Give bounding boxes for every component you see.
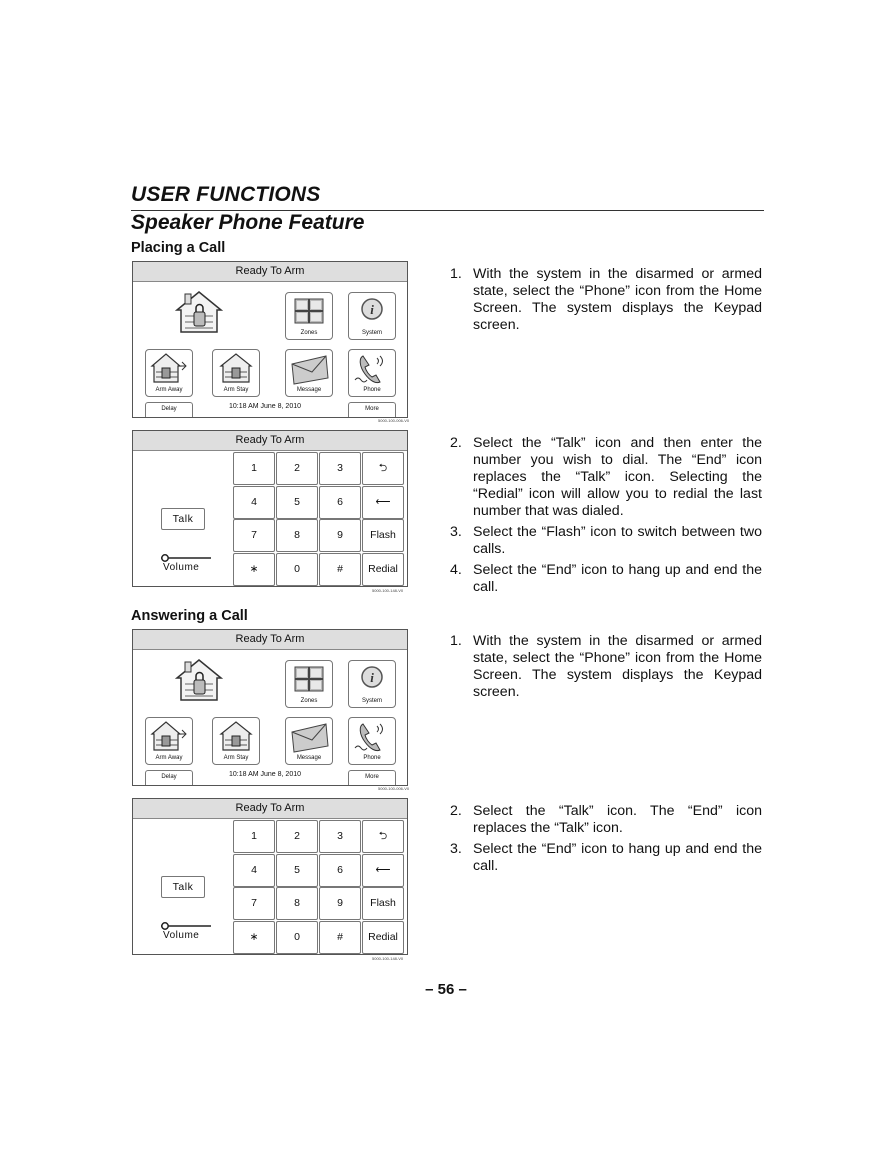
key-0[interactable]: 1 xyxy=(233,820,275,853)
step-number: 4. xyxy=(450,562,462,578)
key-1[interactable]: 2 xyxy=(276,820,318,853)
message-label: Message xyxy=(296,755,322,761)
delay-button[interactable]: Delay xyxy=(145,770,193,785)
step-text: Select the “End” icon to hang up and end the call. xyxy=(473,841,762,874)
phone-icon xyxy=(349,350,395,386)
envelope-icon xyxy=(286,350,332,386)
system-button[interactable] xyxy=(348,292,396,340)
steps-placing-b xyxy=(448,435,762,600)
phone-button[interactable] xyxy=(348,349,396,397)
step-text: Select the “Talk” icon and then enter the number you wish to dial. The “End” icon replaces the “Talk” icon. Selecting the “Redial” icon will allow you to redial the last number that was dialed. xyxy=(473,435,762,519)
info-icon xyxy=(349,293,395,329)
key-4[interactable]: 4 xyxy=(233,854,275,887)
key-12[interactable]: ∗ xyxy=(233,553,275,586)
envelope-icon xyxy=(286,718,332,754)
info-icon xyxy=(349,661,395,697)
key-5[interactable]: 5 xyxy=(276,486,318,519)
arm-stay-button[interactable] xyxy=(212,717,260,765)
step-number: 3. xyxy=(450,524,462,540)
more-button[interactable]: More xyxy=(348,770,396,785)
status-bar: Ready To Arm xyxy=(133,262,407,282)
step-text: Select the “Flash” icon to switch between two calls. xyxy=(473,524,762,557)
page-title: Speaker Phone Feature xyxy=(131,211,365,234)
step-number: 1. xyxy=(450,633,462,649)
svg-text:i: i xyxy=(370,302,374,317)
arm-stay-icon xyxy=(213,718,259,754)
step-number: 3. xyxy=(450,841,462,857)
step-item xyxy=(448,803,762,837)
arm-away-icon xyxy=(146,718,192,754)
datetime: 10:18 AM June 8, 2010 xyxy=(229,771,301,778)
key-6[interactable]: 6 xyxy=(319,854,361,887)
key-3[interactable]: ⮌ xyxy=(362,820,404,853)
arm-away-label: Arm Away xyxy=(155,755,183,761)
house-icon xyxy=(175,290,223,334)
arm-away-icon xyxy=(146,350,192,386)
key-4[interactable]: 4 xyxy=(233,486,275,519)
step-text: With the system in the disarmed or armed state, select the “Phone” icon from the Home Screen. The system displays the Keypad screen. xyxy=(473,633,762,700)
step-number: 2. xyxy=(450,803,462,819)
key-10[interactable]: 9 xyxy=(319,887,361,920)
zones-label: Zones xyxy=(300,698,318,704)
phone-label: Phone xyxy=(363,755,381,761)
key-14[interactable]: # xyxy=(319,921,361,954)
key-5[interactable]: 5 xyxy=(276,854,318,887)
volume-label: Volume xyxy=(163,930,200,941)
key-1[interactable]: 2 xyxy=(276,452,318,485)
phone-label: Phone xyxy=(363,387,381,393)
zones-label: Zones xyxy=(300,330,318,336)
arm-stay-label: Arm Stay xyxy=(223,387,249,393)
message-button[interactable] xyxy=(285,717,333,765)
zones-button[interactable] xyxy=(285,292,333,340)
arm-away-label: Arm Away xyxy=(155,387,183,393)
system-label: System xyxy=(361,330,382,336)
step-text: With the system in the disarmed or armed state, select the “Phone” icon from the Home Screen. The system displays the Keypad screen. xyxy=(473,266,762,333)
key-7[interactable]: ⟵ xyxy=(362,486,404,519)
arm-away-button[interactable] xyxy=(145,717,193,765)
arm-away-button[interactable] xyxy=(145,349,193,397)
key-12[interactable]: ∗ xyxy=(233,921,275,954)
home-screen-placing xyxy=(132,261,408,418)
step-item xyxy=(448,841,762,875)
answering-heading: Answering a Call xyxy=(131,608,248,624)
page-number: – 56 – xyxy=(425,981,467,998)
steps-answering-b xyxy=(448,803,762,879)
step-item xyxy=(448,266,762,334)
keypad-screen-placing xyxy=(132,430,408,587)
step-number: 2. xyxy=(450,435,462,451)
zones-button[interactable] xyxy=(285,660,333,708)
step-text: Select the “End” icon to hang up and end the call. xyxy=(473,562,762,595)
key-15[interactable]: Redial xyxy=(362,553,404,586)
figure-code: 5000-100-006-V0 xyxy=(378,786,410,791)
arm-stay-icon xyxy=(213,350,259,386)
status-bar: Ready To Arm xyxy=(133,799,407,819)
home-screen-answering xyxy=(132,629,408,786)
house-icon xyxy=(175,658,223,702)
step-number: 1. xyxy=(450,266,462,282)
arm-stay-button[interactable] xyxy=(212,349,260,397)
volume-label: Volume xyxy=(163,562,200,573)
message-button[interactable] xyxy=(285,349,333,397)
figure-code: 5000-100-148-V0 xyxy=(372,588,404,593)
key-8[interactable]: 7 xyxy=(233,519,275,552)
key-7[interactable]: ⟵ xyxy=(362,854,404,887)
key-6[interactable]: 6 xyxy=(319,486,361,519)
system-button[interactable] xyxy=(348,660,396,708)
key-3[interactable]: ⮌ xyxy=(362,452,404,485)
delay-button[interactable]: Delay xyxy=(145,402,193,417)
status-bar: Ready To Arm xyxy=(133,630,407,650)
step-item xyxy=(448,524,762,558)
key-8[interactable]: 7 xyxy=(233,887,275,920)
svg-text:i: i xyxy=(370,670,374,685)
keypad-screen-answering xyxy=(132,798,408,955)
step-item xyxy=(448,435,762,520)
volume-slider[interactable] xyxy=(159,554,213,562)
arm-stay-label: Arm Stay xyxy=(223,755,249,761)
step-item xyxy=(448,562,762,596)
key-13[interactable]: 0 xyxy=(276,921,318,954)
key-11[interactable]: Flash xyxy=(362,519,404,552)
step-text: Select the “Talk” icon. The “End” icon replaces the “Talk” icon. xyxy=(473,803,762,836)
more-button[interactable]: More xyxy=(348,402,396,417)
volume-slider[interactable] xyxy=(159,922,213,930)
talk-button[interactable]: Talk xyxy=(161,508,205,530)
phone-icon xyxy=(349,718,395,754)
placing-heading: Placing a Call xyxy=(131,240,226,256)
key-10[interactable]: 9 xyxy=(319,519,361,552)
key-11[interactable]: Flash xyxy=(362,887,404,920)
key-9[interactable]: 8 xyxy=(276,887,318,920)
key-13[interactable]: 0 xyxy=(276,553,318,586)
phone-button[interactable] xyxy=(348,717,396,765)
zones-icon xyxy=(286,293,332,329)
key-9[interactable]: 8 xyxy=(276,519,318,552)
key-14[interactable]: # xyxy=(319,553,361,586)
status-bar: Ready To Arm xyxy=(133,431,407,451)
message-label: Message xyxy=(296,387,322,393)
key-15[interactable]: Redial xyxy=(362,921,404,954)
step-item xyxy=(448,633,762,701)
system-label: System xyxy=(361,698,382,704)
zones-icon xyxy=(286,661,332,697)
key-0[interactable]: 1 xyxy=(233,452,275,485)
key-2[interactable]: 3 xyxy=(319,452,361,485)
section-title: USER FUNCTIONS xyxy=(131,183,321,206)
talk-button[interactable]: Talk xyxy=(161,876,205,898)
figure-code: 5000-100-006-V0 xyxy=(378,418,410,423)
datetime: 10:18 AM June 8, 2010 xyxy=(229,403,301,410)
key-2[interactable]: 3 xyxy=(319,820,361,853)
figure-code: 5000-100-148-V0 xyxy=(372,956,404,961)
steps-answering-a xyxy=(448,633,762,705)
steps-placing-a xyxy=(448,266,762,338)
